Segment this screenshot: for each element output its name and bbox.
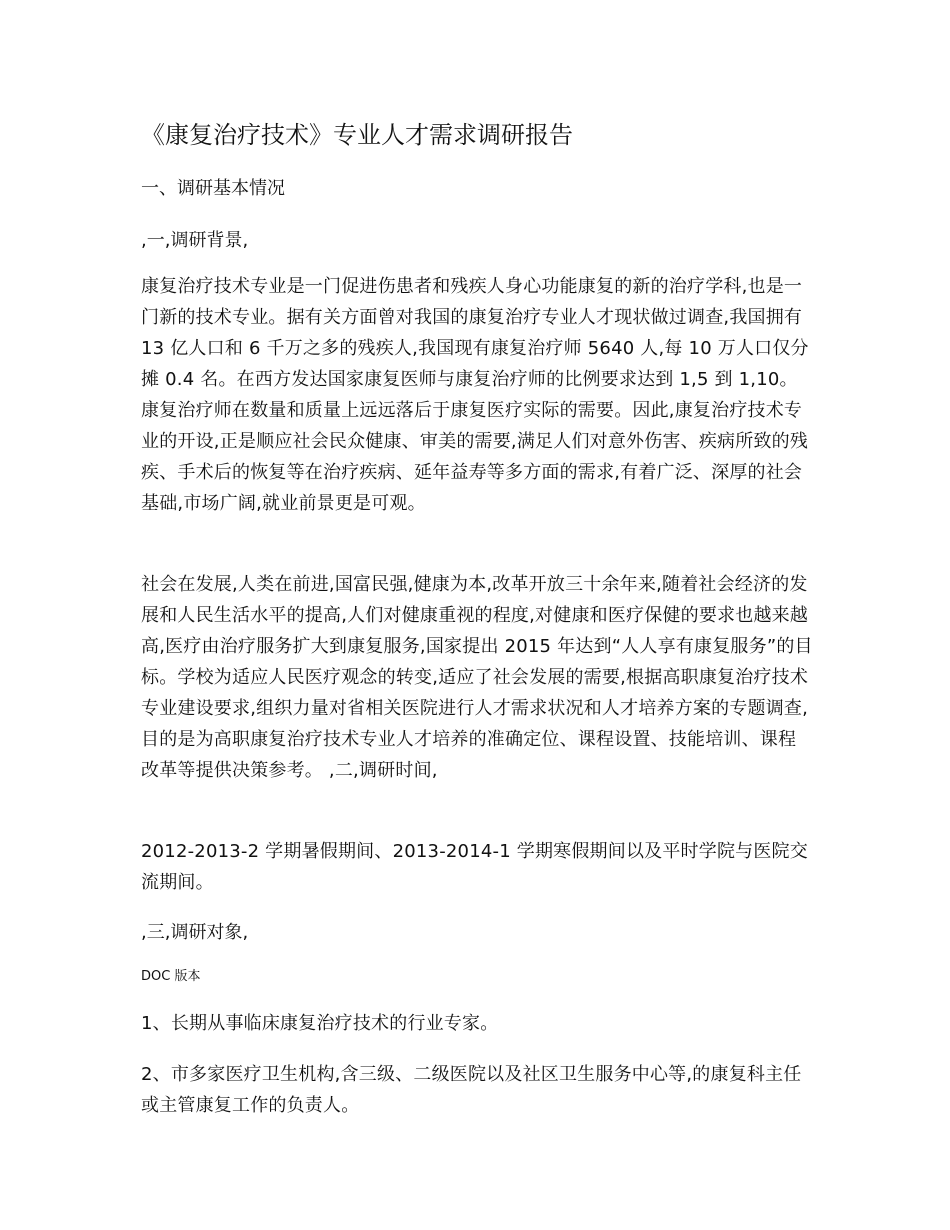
subheading-background: ,一,调研背景, bbox=[141, 230, 249, 251]
paragraph-development: 社会在发展,人类在前进,国富民强,健康为本,改革开放三十余年来,随着社会经济的发展和人民生活水平的提高,人们对健康重视的程度,对健康和医疗保健的要求也越来越高,医疗由治疗服务扩大到康复服务,国家提出 2015 年达到“人人享有康复服务”的目标。学校为适应人民医疗观念的转变,适应了社会发展的需要,根据高职康复治疗技术专业建设要求,组织力量对省相关医院进行人才需求状况和人才培养方案的专题调查,目的是为高职康复治疗技术专业人才培养的准确定位、课程设置、技能培训、课程改革等提供决策参考。 ,二,调研时间, bbox=[141, 574, 813, 781]
section-heading-basic-info: 一、调研基本情况 bbox=[141, 178, 285, 199]
paragraph-background: 康复治疗技术专业是一门促进伤患者和残疾人身心功能康复的新的治疗学科,也是一门新的技术专业。据有关方面曾对我国的康复治疗专业人才现状做过调查,我国拥有 13 亿人口和 6 千万之多的残疾人,我国现有康复治疗师 5640 人,每 10 万人口仅分摊 0.4 名。在西方发达国家康复医师与康复治疗师的比例要求达到 1,5 到 1,10。康复治疗师在数量和质量上远远落后于康复医疗实际的需要。因此,康复治疗技术专业的开设,正是顺应社会民众健康、审美的需要,满足人们对意外伤害、疾病所致的残疾、手术后的恢复等在治疗疾病、延年益寿等多方面的需求,有着广泛、深厚的社会基础,市场广阔,就业前景更是可观。 bbox=[141, 276, 809, 514]
doc-version-label: DOC 版本 bbox=[141, 969, 201, 984]
paragraph-survey-time: 2012-2013-2 学期暑假期间、2013-2014-1 学期寒假期间以及平时学院与医院交流期间。 bbox=[141, 841, 808, 893]
subheading-survey-subjects: ,三,调研对象, bbox=[141, 922, 249, 943]
document-title: 《康复治疗技术》专业人才需求调研报告 bbox=[141, 121, 573, 149]
list-item-2: 2、市多家医疗卫生机构,含三级、二级医院以及社区卫生服务中心等,的康复科主任或主管康复工作的负责人。 bbox=[141, 1064, 802, 1116]
list-item-1: 1、长期从事临床康复治疗技术的行业专家。 bbox=[141, 1013, 499, 1034]
